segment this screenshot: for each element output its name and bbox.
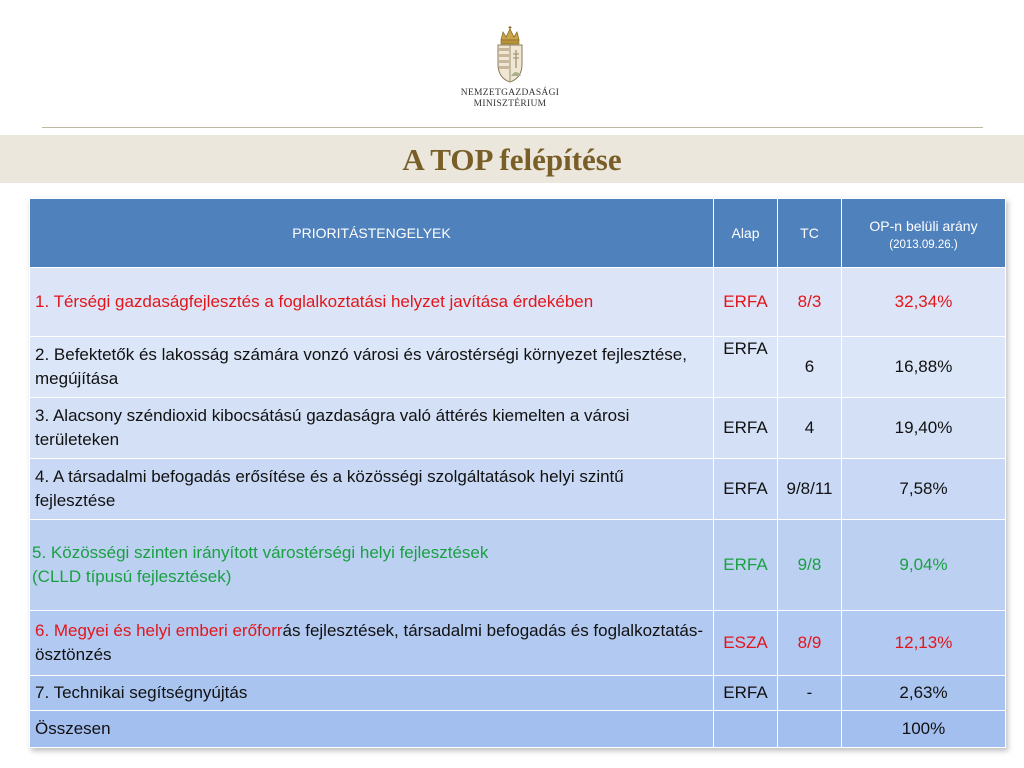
header-tc: TC	[778, 199, 842, 268]
ministry-logo	[452, 26, 568, 120]
priority-line1: 5. Közösségi szinten irányított várostérségi helyi fejlesztések	[32, 543, 489, 562]
share-cell: 100%	[842, 711, 1006, 748]
header-divider	[42, 127, 983, 128]
tc-cell: 6	[778, 337, 842, 398]
share-cell: 7,58%	[842, 459, 1006, 520]
priority-cell: 4. A társadalmi befogadás erősítése és a közösségi szolgáltatások helyi szintű fejlesztése	[30, 459, 714, 520]
table-row	[30, 611, 1006, 676]
table-row	[30, 520, 1006, 611]
priority-axes-table	[29, 198, 1006, 748]
priority-cell: 7. Technikai segítségnyújtás	[30, 676, 714, 711]
ministry-name-line2: MINISZTÉRIUM	[473, 99, 547, 109]
table-header-row	[30, 199, 1006, 268]
tc-cell: 8/3	[778, 268, 842, 337]
priority-cell: 2. Befektetők és lakosság számára vonzó városi és várostérségi környezet fejlesztése, megújítása	[30, 337, 714, 398]
header-share-label: OP-n belüli arány	[869, 217, 978, 234]
priority-black-part: ás fejlesztések, társadalmi befogadás és foglalkoztatás-ösztönzés	[35, 621, 704, 664]
header-share-date: (2013.09.26.)	[889, 238, 958, 251]
share-cell: 2,63%	[842, 676, 1006, 711]
priority-cell: 1. Térségi gazdaságfejlesztés a foglalkoztatási helyzet javítása érdekében	[30, 268, 714, 337]
ministry-name-line1: NEMZETGAZDASÁGI	[460, 88, 560, 98]
priority-cell: 3. Alacsony széndioxid kibocsátású gazdaságra való áttérés kiemelten a városi területeken	[30, 398, 714, 459]
header-priority: PRIORITÁSTENGELYEK	[30, 199, 714, 268]
priority-cell	[30, 520, 714, 611]
table-row	[30, 268, 1006, 337]
table-row	[30, 459, 1006, 520]
table-row	[30, 398, 1006, 459]
share-cell: 12,13%	[842, 611, 1006, 676]
coat-of-arms-icon	[493, 26, 527, 84]
table-row-total	[30, 711, 1006, 748]
tc-cell	[778, 711, 842, 748]
header-share	[842, 199, 1006, 268]
share-cell: 9,04%	[842, 520, 1006, 611]
priority-cell: Összesen	[30, 711, 714, 748]
share-cell: 19,40%	[842, 398, 1006, 459]
priority-cell	[30, 611, 714, 676]
priority-line2: (CLLD típusú fejlesztések)	[32, 567, 232, 586]
tc-cell: -	[778, 676, 842, 711]
fund-cell	[714, 711, 778, 748]
tc-cell: 4	[778, 398, 842, 459]
table-row	[30, 337, 1006, 398]
tc-cell: 9/8/11	[778, 459, 842, 520]
priority-red-part: 6. Megyei és helyi emberi erőforr	[35, 621, 283, 640]
share-cell: 32,34%	[842, 268, 1006, 337]
tc-cell: 8/9	[778, 611, 842, 676]
table-row	[30, 676, 1006, 711]
page-title: A TOP felépítése	[402, 142, 622, 177]
share-cell: 16,88%	[842, 337, 1006, 398]
fund-cell: ERFA	[714, 520, 778, 611]
tc-cell: 9/8	[778, 520, 842, 611]
fund-cell: ERFA	[714, 459, 778, 520]
fund-cell: ERFA	[714, 268, 778, 337]
fund-cell: ERFA	[714, 337, 778, 398]
fund-cell: ERFA	[714, 398, 778, 459]
fund-cell: ESZA	[714, 611, 778, 676]
fund-cell: ERFA	[714, 676, 778, 711]
header-fund: Alap	[714, 199, 778, 268]
